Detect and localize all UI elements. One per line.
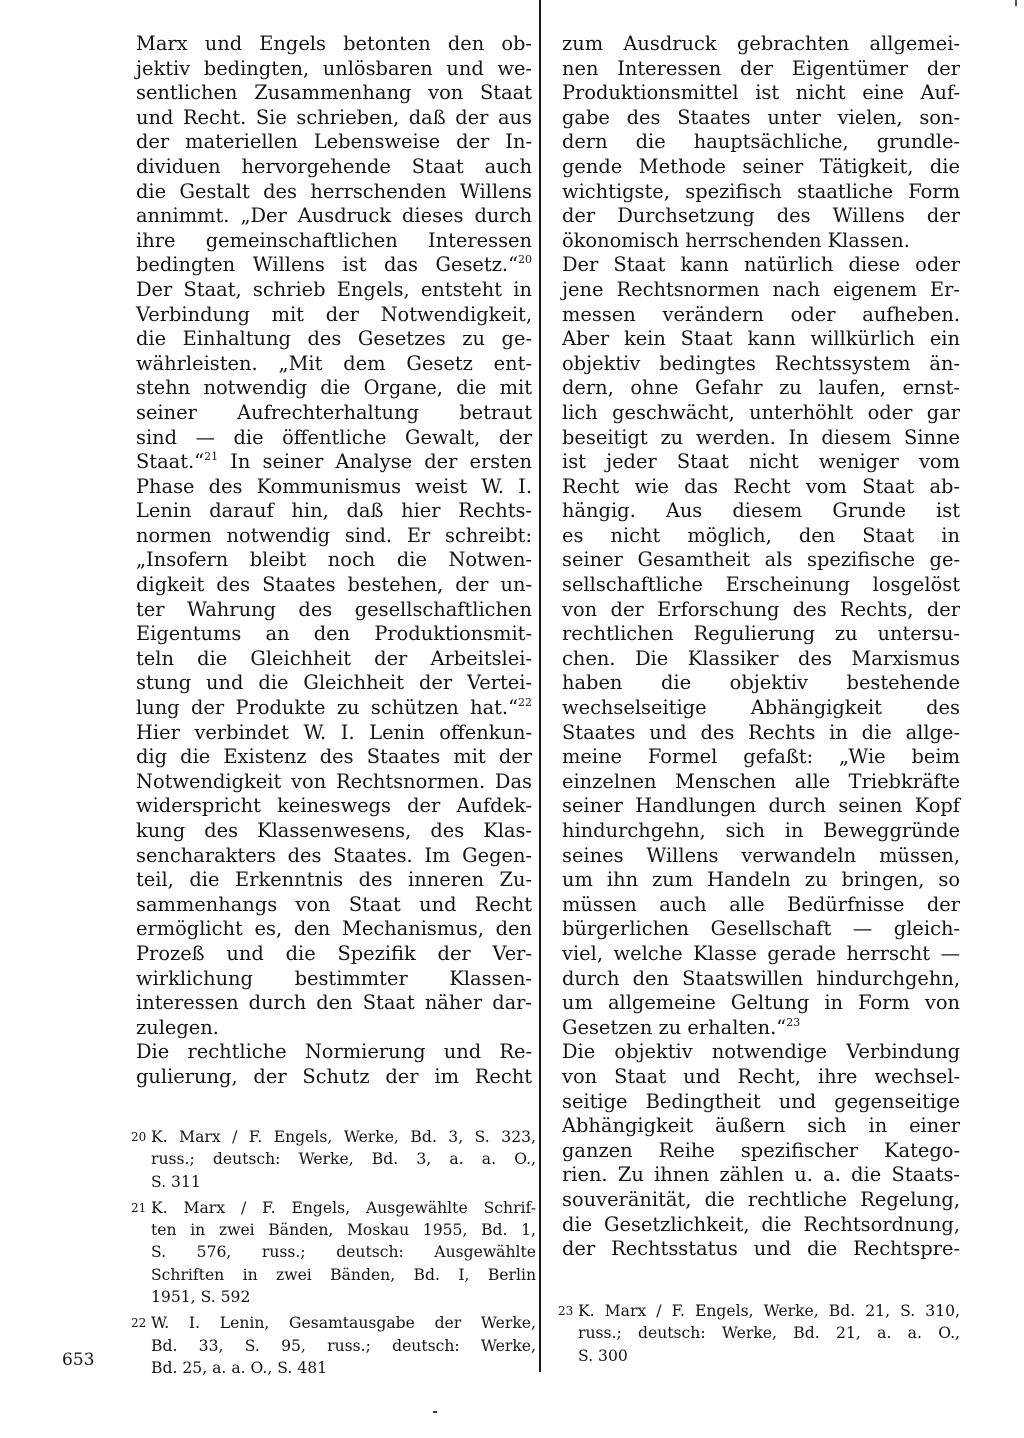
line-text: russ.; deutsch: Werke, Bd. 21, a. a. O.,	[578, 1324, 960, 1343]
line-text: die Einhaltung des Gesetzes zu ge-	[136, 327, 532, 351]
text-line	[136, 844, 532, 869]
footnote	[131, 1312, 536, 1379]
line-text: normen notwendig sind. Er schreibt:	[136, 523, 532, 547]
footnotes-left	[131, 1126, 536, 1379]
line-text: teil, die Erkenntnis des inneren Zu-	[136, 868, 532, 892]
text-line	[562, 1213, 960, 1238]
text-line	[562, 721, 960, 746]
text-line	[562, 130, 960, 155]
line-text: teln die Gleichheit der Arbeitslei-	[136, 646, 532, 670]
text-line	[562, 622, 960, 647]
text-line	[136, 647, 532, 672]
text-line	[136, 401, 532, 426]
line-text: Verbindung mit der Notwendigkeit,	[136, 302, 532, 326]
text-line	[562, 1139, 960, 1164]
text-line	[136, 745, 532, 770]
text-line	[562, 598, 960, 623]
text-line	[136, 155, 532, 180]
text-line	[562, 204, 960, 229]
line-text: Lenin darauf hin, daß hier Rechts-	[136, 499, 532, 523]
line-text: K. Marx / F. Engels, Werke, Bd. 21, S. 310,	[578, 1302, 960, 1320]
text-line	[562, 426, 960, 451]
text-line	[136, 598, 532, 623]
line-text: chen. Die Klassiker des Marxismus	[562, 646, 960, 670]
line-text: Eigentums an den Produktionsmit-	[136, 622, 532, 646]
footnote-line	[151, 1286, 536, 1308]
line-text: Die objektiv notwendige Verbindung	[562, 1040, 960, 1064]
text-line	[136, 1065, 532, 1090]
line-text: souveränität, die rechtliche Regelung,	[562, 1187, 960, 1211]
line-text: In seiner Analyse der ersten	[218, 450, 532, 474]
line-text: einzelnen Menschen alle Triebkräfte	[562, 769, 960, 793]
footnote-ref: 20	[518, 253, 532, 267]
line-text: sind — die öffentliche Gewalt, der	[136, 425, 532, 449]
text-line	[562, 253, 960, 278]
column-divider	[539, 0, 541, 1372]
footnote	[131, 1197, 536, 1308]
text-line	[562, 893, 960, 918]
footnote-line	[151, 1264, 536, 1286]
text-line	[562, 1016, 960, 1041]
line-text: S. 576, russ.; deutsch: Ausgewählte	[151, 1243, 536, 1262]
footnote-line	[151, 1171, 536, 1193]
text-line	[136, 524, 532, 549]
footnote-line	[151, 1126, 536, 1148]
text-line	[562, 155, 960, 180]
line-text: zum Ausdruck gebrachten allgemei-	[562, 32, 960, 55]
text-line	[136, 696, 532, 721]
line-text: annimmt. „Der Ausdruck dieses durch	[136, 204, 532, 228]
line-text: lung der Produkte zu schützen hat.“	[136, 696, 518, 720]
text-line	[136, 942, 532, 967]
line-text: lich geschwächt, unterhöhlt oder gar	[562, 400, 960, 424]
text-line	[562, 229, 960, 254]
text-line	[136, 229, 532, 254]
text-line	[136, 917, 532, 942]
line-text: seiner Gesamtheit als spezifische ge-	[562, 548, 960, 572]
line-text: ganzen Reihe spezifischer Katego-	[562, 1138, 960, 1162]
line-text: jene Rechtsnormen nach eigenem Er-	[562, 277, 960, 301]
text-line	[562, 942, 960, 967]
line-text: Prozeß und die Spezifik der Ver-	[136, 941, 532, 965]
text-line	[562, 376, 960, 401]
line-text: zulegen.	[136, 1015, 219, 1039]
line-text: gulierung, der Schutz der im Recht	[136, 1064, 532, 1088]
text-line	[562, 401, 960, 426]
text-line	[136, 204, 532, 229]
page-number: 653	[62, 1350, 95, 1370]
text-line	[136, 721, 532, 746]
line-text: K. Marx / F. Engels, Werke, Bd. 3, S. 323,	[151, 1128, 536, 1146]
text-line	[562, 770, 960, 795]
text-line	[136, 253, 532, 278]
text-line	[562, 844, 960, 869]
text-line	[136, 794, 532, 819]
line-text: der Rechtsstatus und die Rechtspre-	[562, 1237, 960, 1261]
text-line	[136, 278, 532, 303]
line-text: müssen auch alle Bedürfnisse der	[562, 892, 960, 916]
line-text: K. Marx / F. Engels, Ausgewählte Schrif-	[151, 1198, 536, 1217]
line-text: bedingten Willens ist das Gesetz.“	[136, 253, 518, 277]
left-text-column	[136, 32, 532, 1090]
footnote-ref: 21	[204, 450, 219, 464]
footnote	[131, 1126, 536, 1193]
line-text: wechselseitige Abhängigkeit des	[562, 696, 960, 720]
line-text: digkeit des Staates bestehen, der un-	[136, 573, 532, 597]
text-line	[562, 327, 960, 352]
text-line	[562, 967, 960, 992]
text-line	[136, 352, 532, 377]
line-text: Staat.“	[136, 450, 205, 474]
line-text: rechtlichen Regulierung zu untersu-	[562, 622, 960, 646]
footnote-line	[578, 1345, 960, 1367]
print-speck	[433, 1411, 437, 1413]
text-line	[136, 1016, 532, 1041]
line-text: S. 311	[151, 1172, 201, 1191]
footnote-line	[151, 1197, 536, 1219]
text-line	[562, 106, 960, 131]
line-text: interessen durch den Staat näher dar-	[136, 991, 532, 1015]
text-line	[562, 819, 960, 844]
text-line	[136, 426, 532, 451]
line-text: sentlichen Zusammenhang von Staat	[136, 81, 532, 105]
text-line	[562, 745, 960, 770]
line-text: und Recht. Sie schrieben, daß der aus	[136, 105, 532, 129]
footnote-line	[151, 1357, 536, 1379]
text-line	[136, 475, 532, 500]
line-text: haben die objektiv bestehende	[562, 671, 960, 695]
footnote-line	[151, 1219, 536, 1241]
line-text: währleisten. „Mit dem Gesetz ent-	[136, 351, 532, 375]
line-text: widerspricht keineswegs der Aufdek-	[136, 794, 532, 818]
text-line	[136, 573, 532, 598]
line-text: Aber kein Staat kann willkürlich ein	[562, 327, 960, 351]
line-text: Gesetzen zu erhalten.“	[562, 1015, 787, 1039]
line-text: dividuen hervorgehende Staat auch	[136, 154, 532, 178]
text-line	[562, 81, 960, 106]
text-line	[562, 1040, 960, 1065]
text-line	[136, 548, 532, 573]
line-text: ter Wahrung des gesellschaftlichen	[136, 597, 532, 621]
text-line	[562, 499, 960, 524]
text-line	[562, 32, 960, 57]
line-text: gabe des Staates unter vielen, son-	[562, 105, 960, 129]
text-line	[562, 303, 960, 328]
footnote-line	[151, 1241, 536, 1263]
line-text: dern die hauptsächliche, grundle-	[562, 130, 960, 154]
line-text: ermöglicht es, den Mechanismus, den	[136, 917, 532, 941]
line-text: stehn notwendig die Organe, die mit	[136, 376, 532, 400]
footnote-line	[578, 1322, 960, 1344]
line-text: Notwendigkeit von Rechtsnormen. Das	[136, 769, 532, 793]
line-text: seitige Bedingtheit und gegenseitige	[562, 1089, 960, 1113]
text-line	[136, 1040, 532, 1065]
text-line	[562, 1065, 960, 1090]
text-line	[136, 819, 532, 844]
footnote-ref: 22	[518, 696, 532, 710]
line-text: sencharakters des Staates. Im Gegen-	[136, 843, 532, 867]
line-text: Abhängigkeit äußern sich in einer	[562, 1114, 960, 1138]
text-line	[136, 106, 532, 131]
footnote-number: 20	[131, 1130, 147, 1144]
text-line	[136, 770, 532, 795]
right-text-column	[562, 32, 960, 1262]
line-text: S. 300	[578, 1346, 628, 1365]
line-text: durch den Staatswillen hindurchgehn,	[562, 966, 960, 990]
text-line	[562, 450, 960, 475]
text-line	[562, 475, 960, 500]
line-text: hindurchgehn, sich in Beweggründe	[562, 819, 960, 842]
footnote-line	[151, 1335, 536, 1357]
edge-mark	[1015, 0, 1017, 6]
line-text: von der Erforschung des Rechts, der	[562, 597, 960, 621]
line-text: Der Staat kann natürlich diese oder	[562, 253, 960, 277]
line-text: russ.; deutsch: Werke, Bd. 3, a. a. O.,	[151, 1150, 536, 1169]
text-line	[562, 57, 960, 82]
text-line	[136, 893, 532, 918]
line-text: nen Interessen der Eigentümer der	[562, 56, 960, 80]
text-line	[136, 991, 532, 1016]
text-line	[136, 622, 532, 647]
line-text: beseitigt zu werden. In diesem Sinne	[562, 425, 960, 449]
line-text: gende Methode seiner Tätigkeit, die	[562, 154, 960, 178]
footnote-number: 21	[131, 1200, 147, 1215]
line-text: Staates und des Rechts in die allge-	[562, 720, 960, 744]
line-text: bürgerlichen Gesellschaft — gleich-	[562, 917, 960, 941]
text-line	[562, 180, 960, 205]
footnote-ref: 23	[786, 1015, 801, 1029]
text-line	[136, 671, 532, 696]
line-text: es nicht möglich, den Staat in	[562, 523, 960, 547]
text-line	[136, 180, 532, 205]
line-text: ten in zwei Bänden, Moskau 1955, Bd. 1,	[151, 1221, 536, 1240]
line-text: Bd. 25, a. a. O., S. 481	[151, 1358, 328, 1377]
line-text: seiner Aufrechterhaltung betraut	[136, 400, 532, 424]
line-text: seines Willens verwandeln müssen,	[562, 843, 960, 867]
line-text: dern, ohne Gefahr zu laufen, ernst-	[562, 376, 960, 400]
text-line	[562, 868, 960, 893]
footnote	[558, 1300, 960, 1367]
footnote-number: 22	[131, 1316, 147, 1331]
line-text: Schriften in zwei Bänden, Bd. I, Berlin	[151, 1265, 536, 1284]
line-text: Der Staat, schrieb Engels, entsteht in	[136, 277, 532, 301]
text-line	[562, 548, 960, 573]
text-line	[136, 450, 532, 475]
line-text: ihre gemeinschaftlichen Interessen	[136, 228, 532, 252]
footnote-number: 23	[558, 1304, 574, 1318]
line-text: ist jeder Staat nicht weniger vom	[562, 450, 960, 474]
line-text: die Gesetzlichkeit, die Rechtsordnung,	[562, 1212, 960, 1236]
text-line	[562, 671, 960, 696]
line-text: wichtigste, spezifisch staatliche Form	[562, 179, 960, 203]
text-line	[136, 967, 532, 992]
line-text: Phase des Kommunismus weist W. I.	[136, 474, 532, 498]
line-text: viel, welche Klasse gerade herrscht —	[562, 941, 960, 965]
text-line	[562, 1090, 960, 1115]
footnotes-right	[558, 1300, 960, 1367]
text-line	[136, 327, 532, 352]
text-line	[562, 573, 960, 598]
line-text: Die rechtliche Normierung und Re-	[136, 1040, 532, 1064]
footnote-line	[578, 1300, 960, 1322]
text-line	[136, 32, 532, 57]
text-line	[562, 917, 960, 942]
line-text: sammenhangs von Staat und Recht	[136, 892, 532, 916]
text-line	[562, 1114, 960, 1139]
line-text: jektiv bedingten, unlösbaren und we-	[136, 56, 532, 80]
line-text: Marx und Engels betonten den ob-	[136, 32, 532, 55]
line-text: der Durchsetzung des Willens der	[562, 204, 960, 228]
text-line	[136, 868, 532, 893]
text-line	[136, 303, 532, 328]
line-text: von Staat und Recht, ihre wechsel-	[562, 1064, 960, 1088]
text-line	[562, 647, 960, 672]
text-line	[562, 696, 960, 721]
text-line	[562, 794, 960, 819]
line-text: stung und die Gleichheit der Vertei-	[136, 671, 532, 695]
line-text: um allgemeine Geltung in Form von	[562, 991, 960, 1015]
text-line	[562, 524, 960, 549]
line-text: messen verändern oder aufheben.	[562, 302, 960, 326]
line-text: objektiv bedingtes Rechtssystem än-	[562, 351, 960, 375]
footnote-line	[151, 1148, 536, 1170]
text-line	[136, 130, 532, 155]
line-text: dig die Existenz des Staates mit der	[136, 745, 532, 769]
line-text: Produktionsmittel ist nicht eine Auf-	[562, 81, 960, 105]
line-text: Hier verbindet W. I. Lenin offenkun-	[136, 720, 532, 744]
line-text: „Insofern bleibt noch die Notwen-	[136, 548, 532, 572]
text-line	[562, 278, 960, 303]
line-text: um ihn zum Handeln zu bringen, so	[562, 868, 960, 892]
text-line	[562, 1163, 960, 1188]
line-text: hängig. Aus diesem Grunde ist	[562, 499, 960, 523]
line-text: die Gestalt des herrschenden Willens	[136, 179, 532, 203]
line-text: 1951, S. 592	[151, 1288, 251, 1307]
text-line	[136, 499, 532, 524]
text-line	[562, 1188, 960, 1213]
text-line	[136, 376, 532, 401]
line-text: wirklichung bestimmter Klassen-	[136, 966, 532, 990]
line-text: ökonomisch herrschenden Klassen.	[562, 228, 910, 252]
text-line	[136, 57, 532, 82]
line-text: der materiellen Lebensweise der In-	[136, 130, 532, 154]
footnote-line	[151, 1312, 536, 1334]
line-text: rien. Zu ihnen zählen u. a. die Staats-	[562, 1163, 960, 1187]
line-text: sellschaftliche Erscheinung losgelöst	[562, 573, 960, 597]
line-text: seiner Handlungen durch seinen Kopf	[562, 794, 960, 818]
text-line	[562, 1237, 960, 1262]
line-text: kung des Klassenwesens, des Klas-	[136, 819, 532, 842]
line-text: W. I. Lenin, Gesamtausgabe der Werke,	[151, 1314, 536, 1333]
line-text: Bd. 33, S. 95, russ.; deutsch: Werke,	[151, 1336, 536, 1355]
text-line	[562, 991, 960, 1016]
line-text: meine Formel gefaßt: „Wie beim	[562, 745, 960, 769]
line-text: Recht wie das Recht vom Staat ab-	[562, 474, 960, 498]
text-line	[562, 352, 960, 377]
text-line	[136, 81, 532, 106]
